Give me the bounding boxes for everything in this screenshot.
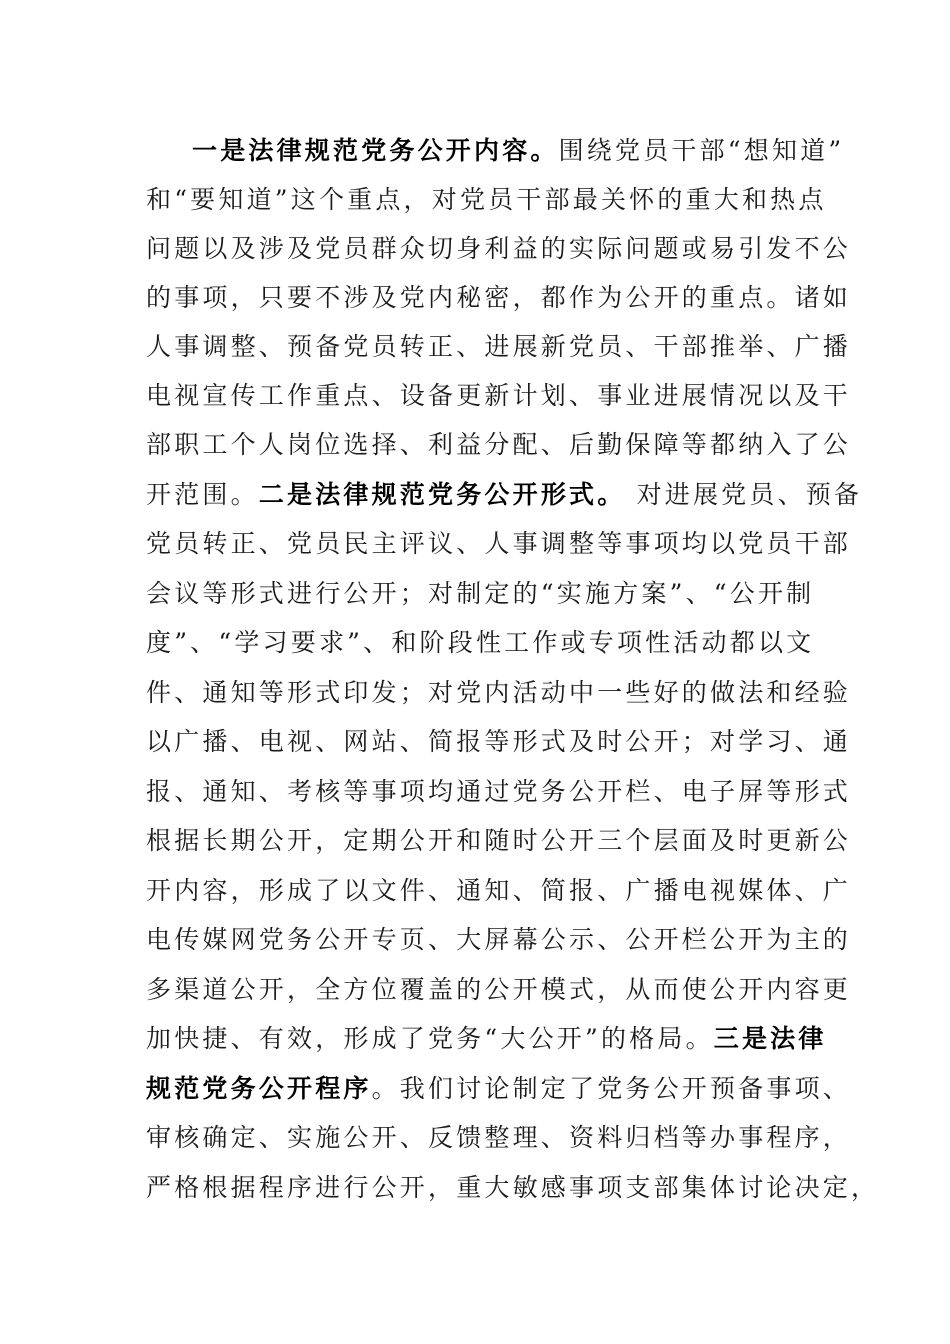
text-line-4	[146, 280, 851, 316]
line-text: 问题以及涉及党员群众切身利益的实际问题或易引发不公	[146, 234, 852, 263]
text-line-18	[146, 972, 851, 1008]
text-line-11	[146, 625, 814, 661]
line-text: 开内容，形成了以文件、通知、简报、广播电视媒体、广	[146, 876, 852, 905]
line-text: 对进展党员、预备	[625, 480, 863, 509]
text-line-9	[146, 526, 851, 562]
text-line-1	[192, 133, 844, 169]
text-line-13	[146, 724, 851, 760]
line-text: 度”、“学习要求”、和阶段性工作或专项性活动都以文	[146, 628, 815, 657]
text-line-20	[146, 1071, 851, 1107]
heading-3: 三是法律	[713, 1024, 827, 1053]
line-text: 件、通知等形式印发；对党内活动中一些好的做法和经验	[146, 678, 852, 707]
text-line-15	[146, 823, 851, 859]
text-line-7	[146, 427, 851, 463]
text-line-16	[146, 873, 851, 909]
line-text: 的事项，只要不涉及党内秘密，都作为公开的重点。诸如	[146, 283, 852, 312]
text-line-14	[146, 774, 851, 810]
heading-2: 二是法律规范党务公开形式。	[258, 480, 626, 509]
line-text: 开范围。	[146, 480, 259, 509]
line-text: 部职工个人岗位选择、利益分配、后勤保障等都纳入了公	[146, 430, 852, 459]
text-line-3	[146, 231, 851, 267]
text-line-21	[146, 1120, 851, 1156]
line-text: 审核确定、实施公开、反馈整理、资料归档等办事程序，	[146, 1123, 852, 1152]
text-line-5	[146, 329, 851, 365]
text-line-6	[146, 378, 851, 414]
line-text: 多渠道公开，全方位覆盖的公开模式，从而使公开内容更	[146, 975, 852, 1004]
line-text: 电视宣传工作重点、设备更新计划、事业进展情况以及干	[146, 381, 852, 410]
text-line-19	[146, 1021, 827, 1057]
text-line-2	[146, 182, 827, 218]
line-text: 报、通知、考核等事项均通过党务公开栏、电子屏等形式	[146, 777, 852, 806]
heading-3-cont: 规范党务公开程序	[146, 1074, 372, 1103]
line-text: 以广播、电视、网站、简报等形式及时公开；对学习、通	[146, 727, 852, 756]
line-text: 。我们讨论制定了党务公开预备事项、	[371, 1074, 852, 1103]
line-text: 加快捷、有效，形成了党务“大公开”的格局。	[146, 1024, 714, 1053]
line-text: 会议等形式进行公开；对制定的“实施方案”、“公开制	[146, 579, 815, 608]
line-text: 电传媒网党务公开专页、大屏幕公示、公开栏公开为主的	[146, 925, 852, 954]
line-text: 党员转正、党员民主评议、人事调整等事项均以党员干部	[146, 529, 852, 558]
text-line-22	[146, 1170, 879, 1206]
text-line-12	[146, 675, 851, 711]
line-text: 严格根据程序进行公开，重大敏感事项支部集体讨论决定，	[146, 1173, 880, 1202]
text-line-8	[146, 477, 862, 513]
line-text: 围绕党员干部“想知道”	[558, 136, 845, 165]
line-text: 根据长期公开，定期公开和随时公开三个层面及时更新公	[146, 826, 852, 855]
line-text: 人事调整、预备党员转正、进展新党员、干部推举、广播	[146, 332, 852, 361]
text-line-10	[146, 576, 814, 612]
line-text: 和“要知道”这个重点，对党员干部最关怀的重大和热点	[146, 185, 827, 214]
text-line-17	[146, 922, 851, 958]
heading-1: 一是法律规范党务公开内容。	[192, 136, 559, 165]
